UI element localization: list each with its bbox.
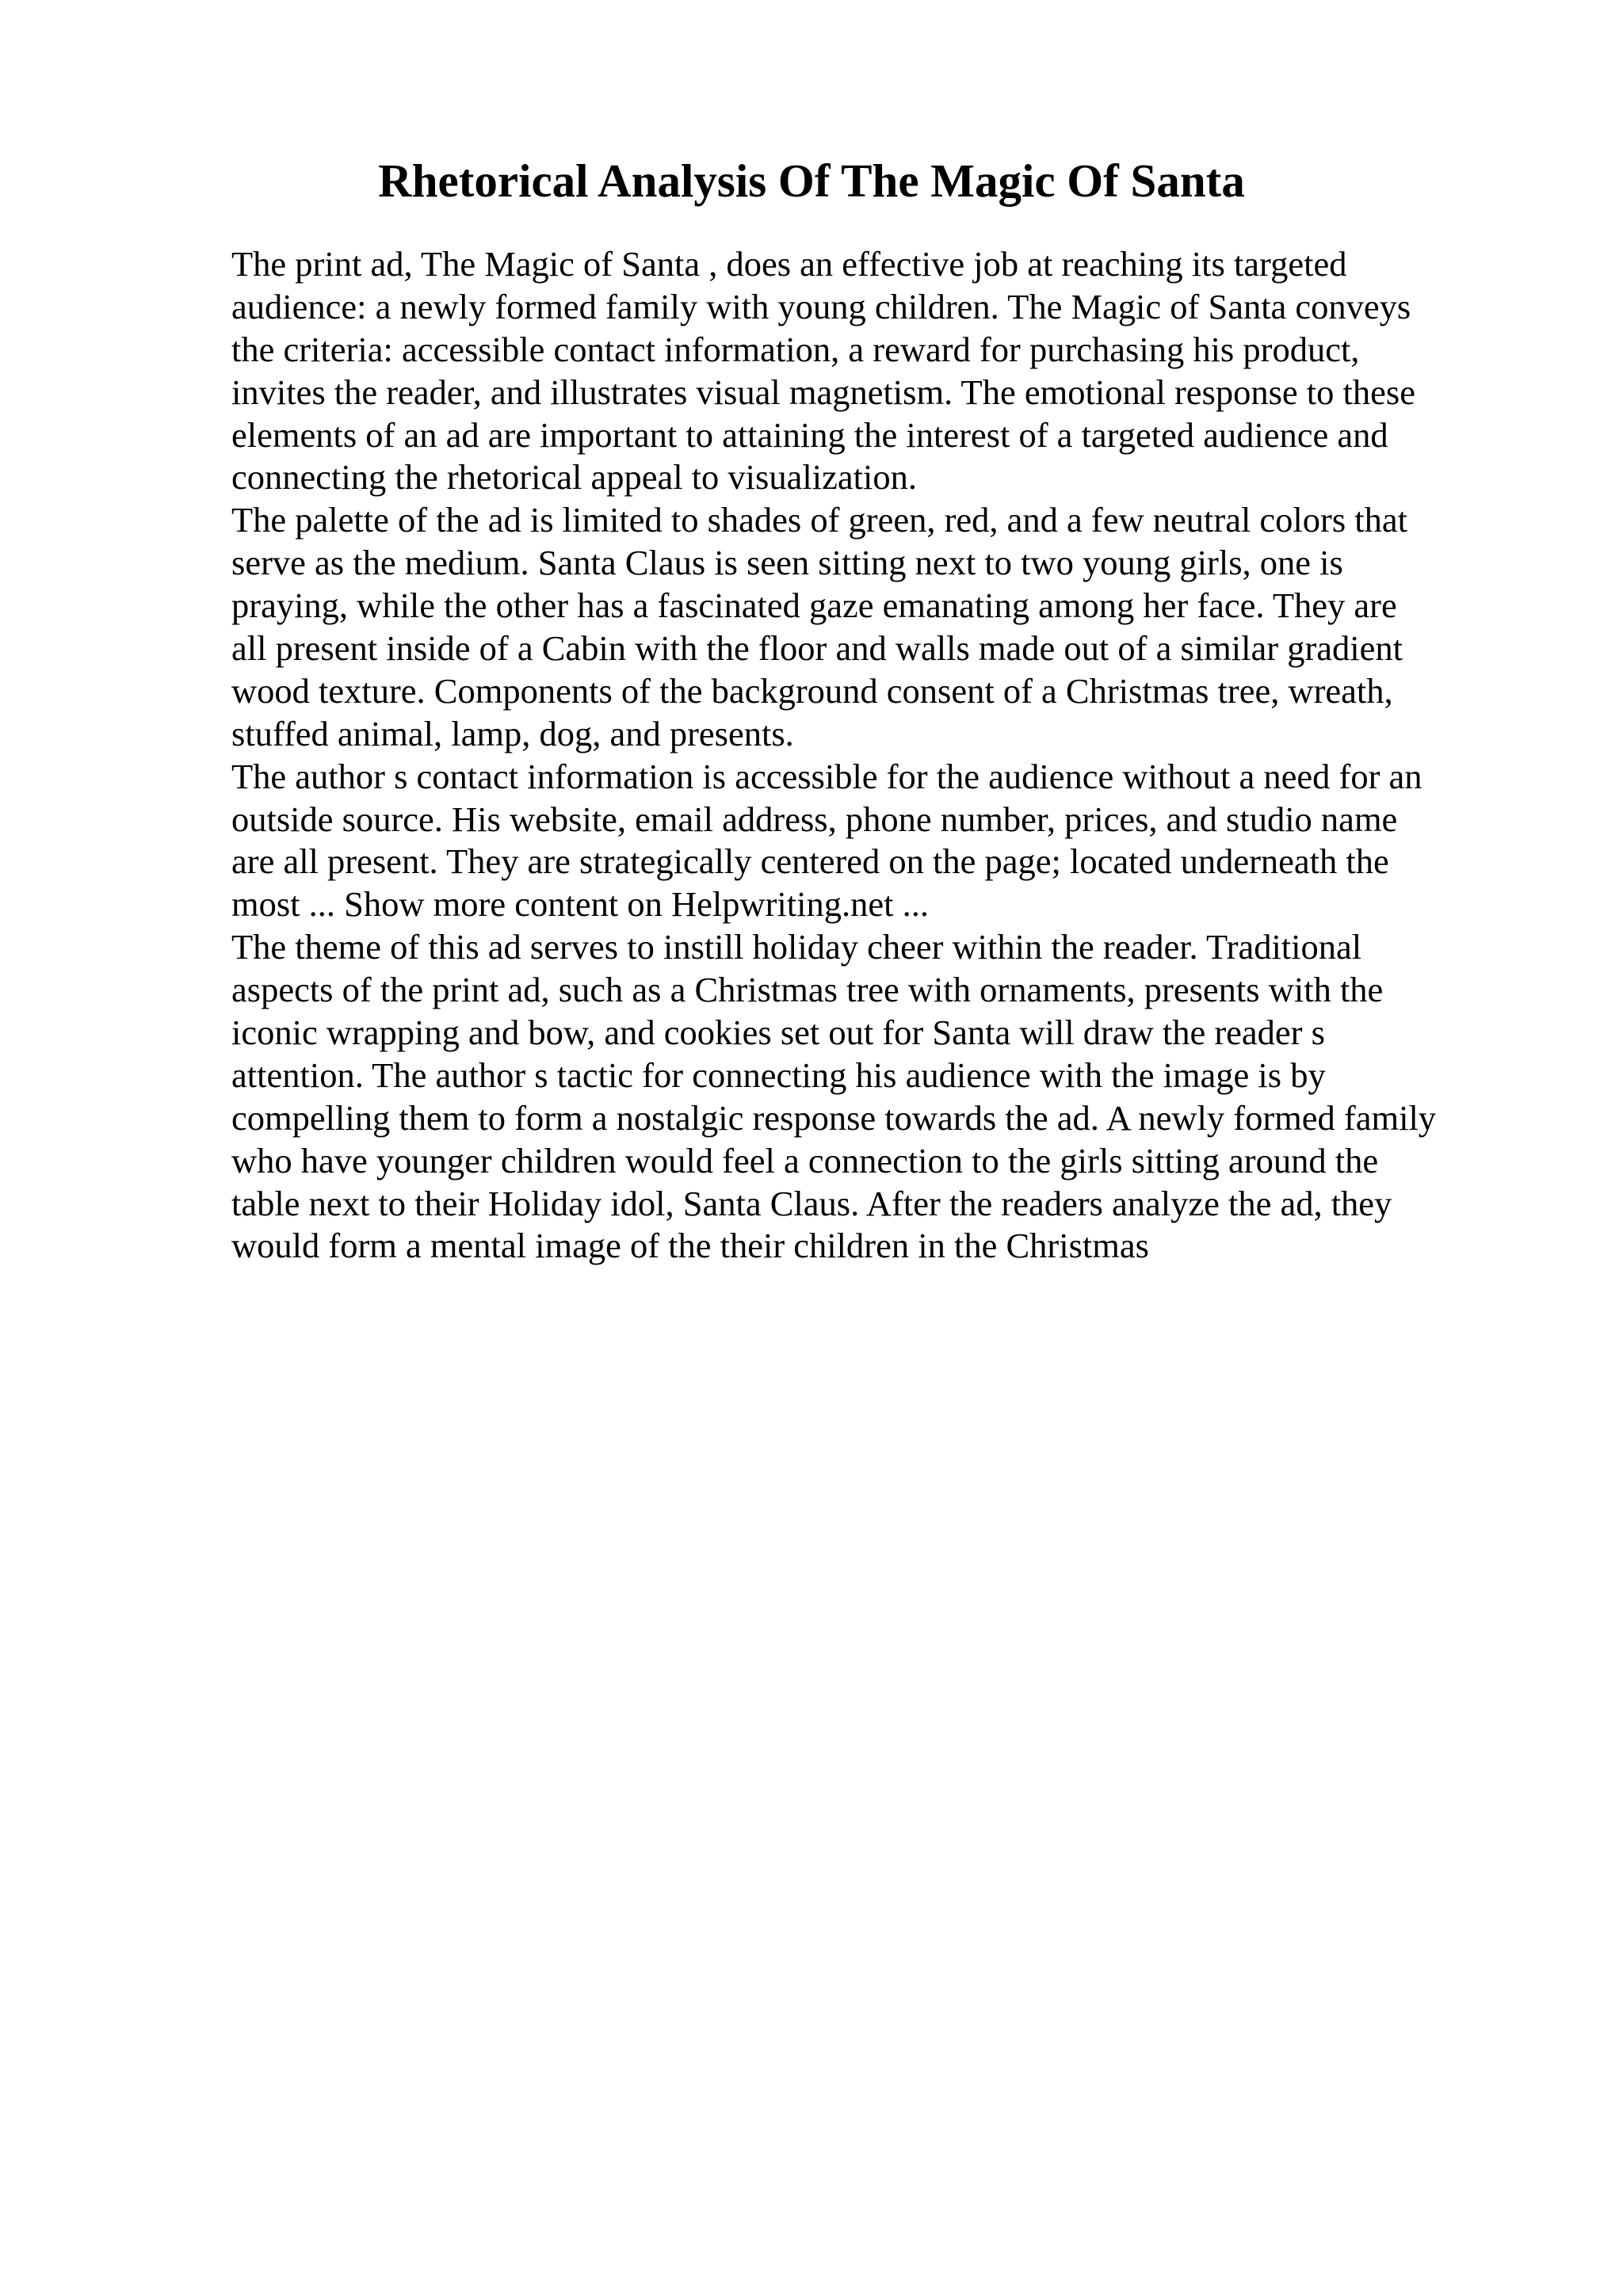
text-line: iconic wrapping and bow, and cookies set out for Santa will draw the reader s <box>231 1013 1325 1053</box>
text-line: praying, while the other has a fascinated gaze emanating among her face. They are <box>231 585 1397 626</box>
text-line: most ... Show more content on Helpwriting.net ... <box>231 884 930 925</box>
text-line: stuffed animal, lamp, dog, and presents. <box>231 713 794 753</box>
text-line: audience: a newly formed family with young children. The Magic of Santa conveys <box>231 286 1411 326</box>
text-line: The theme of this ad serves to instill holiday cheer within the reader. Traditional <box>231 927 1362 967</box>
document-title: Rhetorical Analysis Of The Magic Of Santa <box>378 154 1245 207</box>
text-line: aspects of the print ad, such as a Christmas tree with ornaments, presents with the <box>231 970 1384 1010</box>
text-line: who have younger children would feel a connection to the girls sitting around the <box>231 1140 1379 1180</box>
text-line: attention. The author s tactic for connecting his audience with the image is by <box>231 1055 1326 1095</box>
text-line: connecting the rhetorical appeal to visualization. <box>231 457 917 498</box>
text-line: invites the reader, and illustrates visual magnetism. The emotional response to these <box>231 372 1415 412</box>
text-line: outside source. His website, email address, phone number, prices, and studio name <box>231 799 1398 839</box>
text-line: wood texture. Components of the background consent of a Christmas tree, wreath, <box>231 670 1393 711</box>
text-line: serve as the medium. Santa Claus is seen sitting next to two young girls, one is <box>231 543 1343 583</box>
text-line: elements of an ad are important to attaining the interest of a targeted audience and <box>231 414 1388 455</box>
text-line: table next to their Holiday idol, Santa Claus. After the readers analyze the ad, they <box>231 1183 1392 1223</box>
text-line: are all present. They are strategically centered on the page; located underneath the <box>231 841 1389 882</box>
text-line: The palette of the ad is limited to shades of green, red, and a few neutral colors that <box>231 500 1408 540</box>
text-line: The print ad, The Magic of Santa , does an effective job at reaching its targeted <box>231 244 1347 284</box>
document-body <box>231 243 1515 1268</box>
text-line: would form a mental image of the their children in the Christmas <box>231 1226 1149 1266</box>
text-line: all present inside of a Cabin with the floor and walls made out of a similar gradient <box>231 628 1403 669</box>
text-line: the criteria: accessible contact information, a reward for purchasing his product, <box>231 329 1360 369</box>
text-line: compelling them to form a nostalgic response towards the ad. A newly formed family <box>231 1097 1437 1138</box>
text-line: The author s contact information is accessible for the audience without a need for an <box>231 756 1423 796</box>
